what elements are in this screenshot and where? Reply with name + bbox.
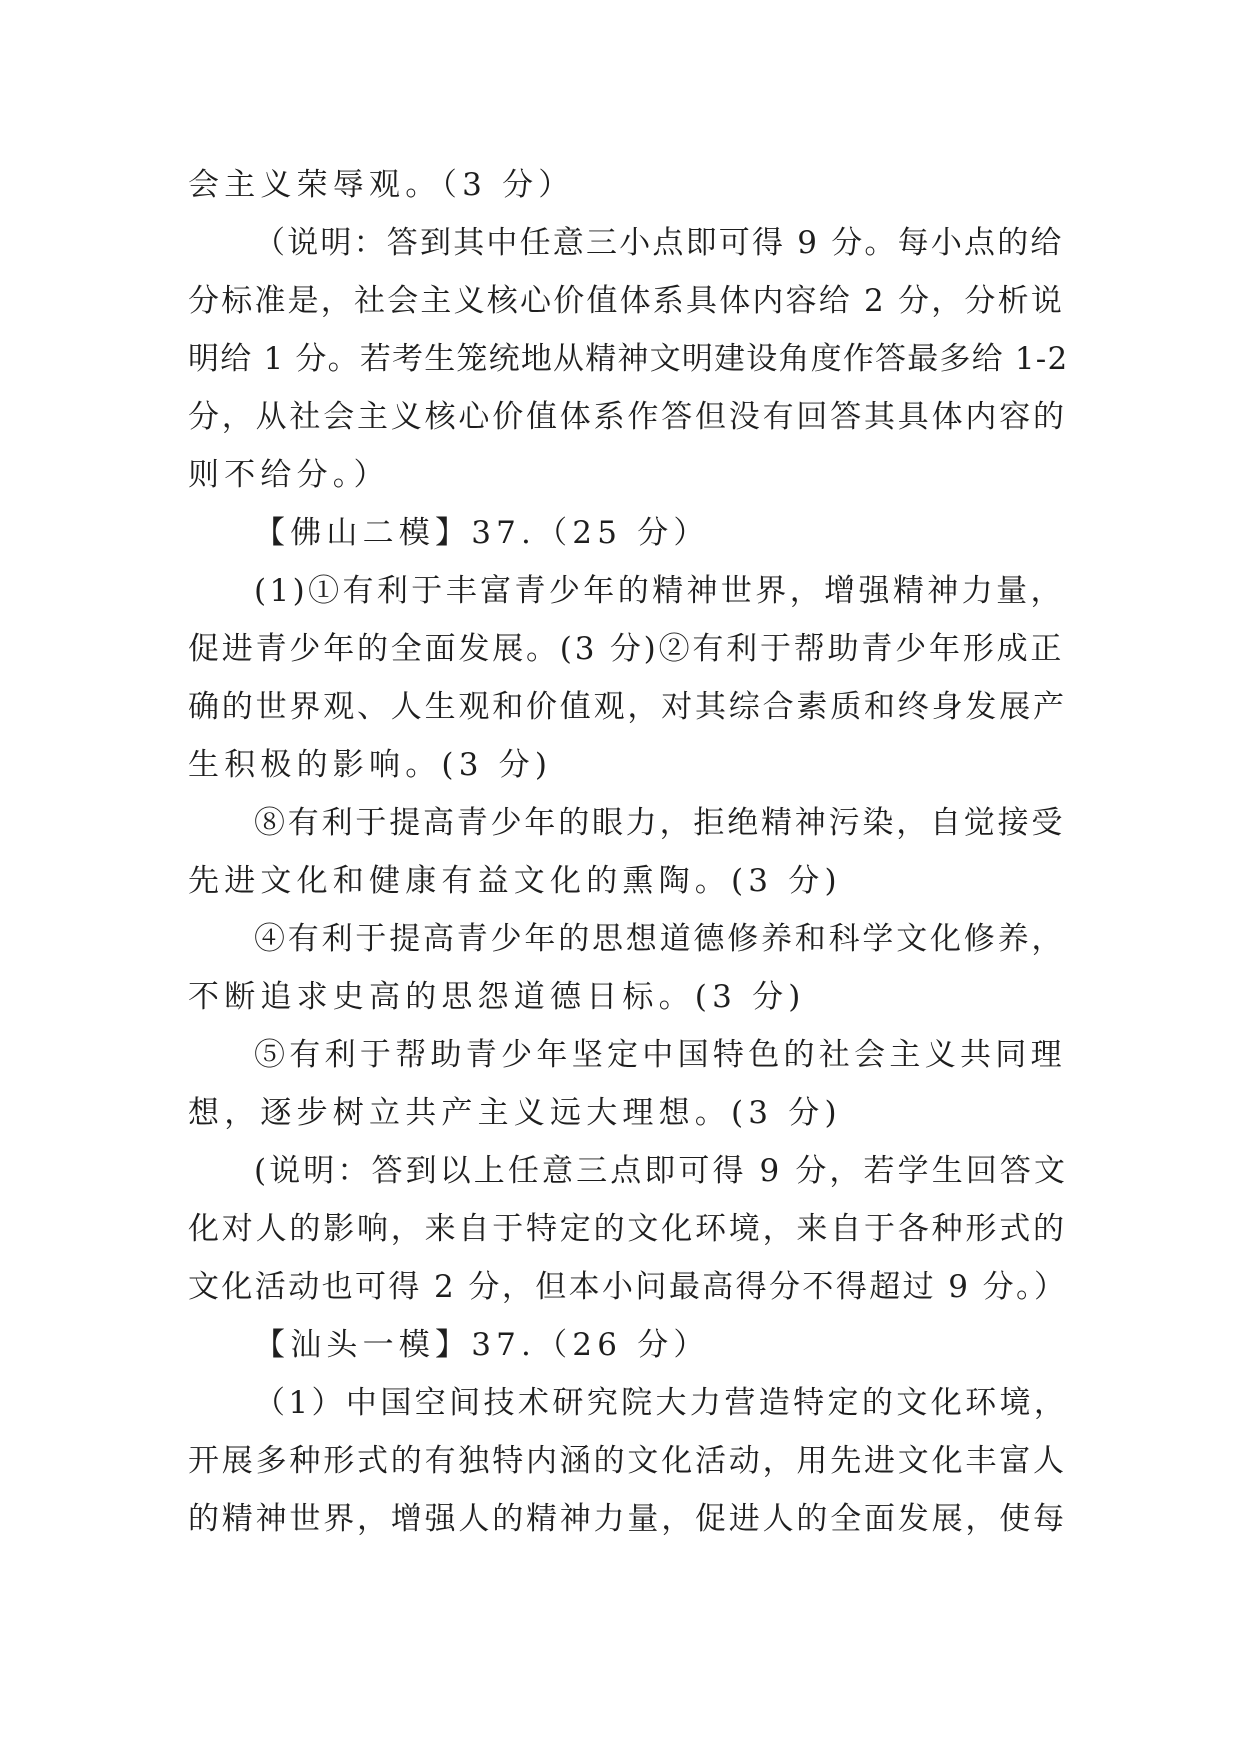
text-line: 明给 1 分。若考生笼统地从精神文明建设角度作答最多给 1-2: [188, 341, 1069, 377]
text-line: ⑤有利于帮助青少年坚定中国特色的社会主义共同理: [254, 1037, 1066, 1073]
text-line: 文化活动也可得 2 分，但本小问最高得分不得超过 9 分。）: [188, 1269, 1068, 1305]
text-line: (说明：答到以上任意三点即可得 9 分，若学生回答文: [254, 1153, 1069, 1189]
text-line: 会主义荣辱观。（3 分）: [188, 167, 575, 203]
text-line: 确的世界观、人生观和价值观，对其综合素质和终身发展产: [188, 689, 1067, 725]
text-line: （说明：答到其中任意三小点即可得 9 分。每小点的给: [254, 225, 1064, 261]
text-line: 开展多种形式的有独特内涵的文化活动，用先进文化丰富人: [188, 1443, 1067, 1479]
text-line: 化对人的影响，来自于特定的文化环境，来自于各种形式的: [188, 1211, 1067, 1247]
text-line: 分，从社会主义核心价值体系作答但没有回答其具体内容的: [188, 399, 1067, 435]
text-line: 则不给分。）: [188, 457, 390, 493]
text-line: 的精神世界，增强人的精神力量，促进人的全面发展，使每: [188, 1501, 1067, 1537]
text-line: 生积极的影响。(3 分): [188, 747, 553, 783]
text-line: （1）中国空间技术研究院大力营造特定的文化环境，: [254, 1385, 1069, 1421]
text-line: 先进文化和健康有益文化的熏陶。(3 分): [188, 863, 842, 899]
section-heading: 【汕头一模】37.（26 分）: [254, 1327, 710, 1363]
text-line: ④有利于提高青少年的思想道德修养和科学文化修养，: [254, 921, 1066, 957]
text-line: 分标准是，社会主义核心价值体系具体内容给 2 分，分析说: [188, 283, 1065, 319]
text-line: 促进青少年的全面发展。(3 分)②有利于帮助青少年形成正: [188, 631, 1065, 667]
text-line: (1)①有利于丰富青少年的精神世界，增强精神力量，: [254, 573, 1065, 609]
text-line: 不断追求史高的思怨道德日标。(3 分): [188, 979, 806, 1015]
text-line: 想，逐步树立共产主义远大理想。(3 分): [188, 1095, 842, 1131]
section-heading: 【佛山二模】37.（25 分）: [254, 515, 710, 551]
text-line: ⑧有利于提高青少年的眼力，拒绝精神污染，自觉接受: [254, 805, 1066, 841]
